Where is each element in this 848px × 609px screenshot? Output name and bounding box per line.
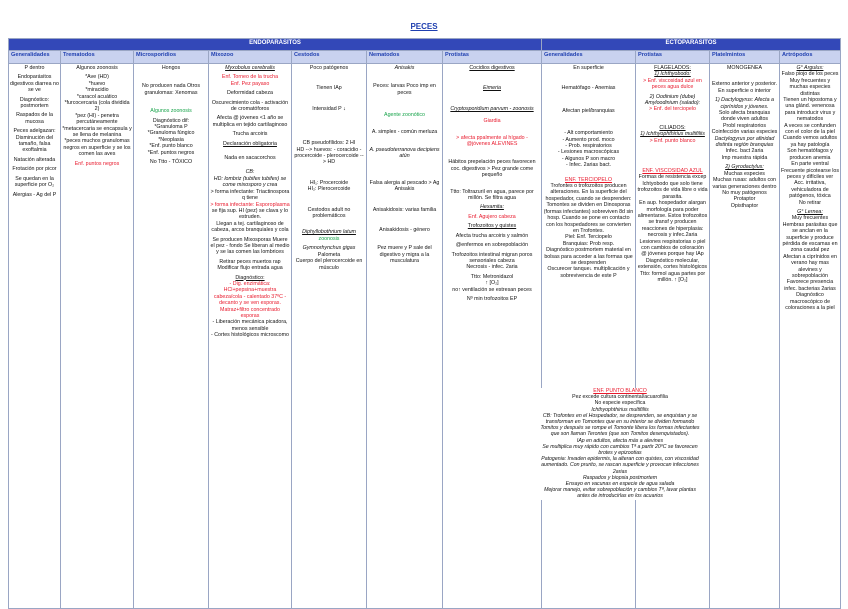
col-mixozoo: Mixozoo (209, 51, 292, 64)
list-item: Tienen un hipostoma y una glánd. venenosa para introducir virus y nematodos (783, 97, 837, 123)
list-item: @enfermos en sobrepoblación (455, 242, 529, 249)
zoonosis-label: Agente zoonótico (384, 112, 425, 119)
list-item: - Algunos P son macro (561, 155, 616, 162)
list-item: Ensayo en vacunas en especie de agua salada (565, 481, 675, 488)
list-item: Pez excede cultura continental/acuarofilia (572, 394, 668, 401)
list-item: Deformidad cabeza (227, 90, 273, 97)
disease-name: ENF. TERCIOPELO (565, 176, 612, 183)
list-item: Hábitos prepelación peces favorecen coc. digestivos > Pez grande come pequeño (448, 159, 536, 179)
list-item: Nada en sacacorchos (224, 155, 276, 162)
page-title: PECES (410, 22, 438, 31)
list-item: Ttto: Toltrazuril en agua, parece por millón. Se filtra agua (450, 188, 534, 202)
disease-name: > Enf. punto blanco (649, 137, 696, 144)
list-item: Retirar peces muertos rap Modificar flujo entrada agua (217, 258, 283, 272)
list-item: *metacercaria se encapsula y se llena de melanina (62, 125, 132, 139)
list-item: HCl+pepsina+muestra cabeza/cola - calentado 37ºC - decanto y se ven esporas. Matraz+filtro concentrado esporas (213, 287, 287, 319)
list-item: CB: Trofontes en el Hospedador, se desprenden, se enquistan y se transforman en Tomontes que en su interior se dividen formando Tomitos y después se rompe el Tomonte libera los formas infectantes que son llaman Terontes (que son Tomitos desenquistados). (540, 412, 700, 438)
col-generalidades-ecto: Generalidades (542, 51, 636, 64)
list-item: Oscurecer tanque↓ multiplicación y sobrevivencia de este P (547, 266, 630, 279)
list-item: Opisthaptor (730, 202, 759, 209)
list-item: Muy frecuentes (791, 215, 829, 222)
species-name: 1) Ichthyophthirius multifiliis (640, 131, 705, 138)
cell-platelmintos (710, 64, 780, 609)
list-item: Oscurecimiento cola - activación de cromatóforos (211, 99, 289, 113)
list-item: Trofozoitos y quistes (467, 223, 517, 230)
cell-protistas-ecto (636, 64, 710, 609)
list-item: 1) Dactylogyrus: Afecta a ciprínidos y jóvenes. (715, 97, 774, 110)
col-platelmintos: Platelmintos (710, 51, 780, 64)
col-generalidades-endo: Generalidades (9, 51, 61, 64)
species-name: G° Lernea: (797, 208, 823, 215)
list-item: Diagnóstico dif: (152, 117, 190, 124)
list-item: Pez muere y P sale del digestivo y migra a la musculatura (377, 245, 432, 265)
species-name: Gymnorhynchus gigas (302, 245, 356, 252)
list-item: *miracidio (85, 87, 109, 94)
list-item: Frecuente picotearse los peces y difíciles ver (781, 167, 840, 180)
list-item: Muchas rusas: adultos con varias generaciones dentro (712, 177, 777, 190)
list-item: Se quedan en la superficie por O₂ (14, 175, 55, 189)
list-item: Peces: larvas Poco imp en peces (373, 83, 436, 96)
list-item: - Dig. enzimática: (229, 280, 271, 287)
col-trematodos: Trematodos (61, 51, 134, 64)
list-item: *furcocercaria (cola dividida 2) (64, 100, 130, 113)
list-item: En superficie (573, 65, 604, 71)
cell-trematodos (61, 64, 134, 609)
list-item: Falso piojo de los peces (781, 71, 839, 78)
list-item: Diagnóstico: (235, 274, 265, 281)
species-name: Cryptosporidium parvum - zoonosis (450, 105, 534, 112)
list-item: Nº min trofozoitos EP (466, 295, 518, 302)
list-item: Muchas especies (724, 170, 765, 177)
list-item: no↑ ventilación se estresan peces (452, 286, 532, 293)
list-item: Peces adelgazan: Disminución del tamaño, falsa exoftalmia (13, 128, 56, 154)
col-cestodos: Cestodos (292, 51, 367, 64)
list-item: ↑ [O₂] (485, 280, 499, 287)
list-item: Imp muestra rápida (721, 154, 768, 161)
col-microsporidios: Microsporidios (134, 51, 209, 64)
species-name: Anisakis (394, 65, 415, 71)
list-item: - Prob. respiratorios (565, 143, 612, 150)
list-item: En aup. hospedador alargan morfología para poder alimentarse. Estos trofozoitos se transf y producen reacciones de hiperplasia: necrosis y infec.2aria (637, 200, 708, 239)
list-item: Piel: Enf. Terciopelo (565, 234, 612, 241)
list-item: @ jóvenes porque hay IAp (641, 251, 704, 258)
zoonosis-label: Algunos zoonosis (150, 108, 192, 115)
cell-mixozoo (209, 64, 292, 609)
list-item: Cuerpo del plerocercoide en músculo (295, 258, 363, 271)
disease-name: > Enf. viscosidad azul en peces agua dulce (643, 77, 702, 91)
list-item: No muy patógenos (722, 189, 767, 196)
species-name: G° Argulus: (796, 65, 824, 71)
list-item: *Granuloma P (154, 124, 188, 131)
section-heading: FLAGELADOS: (654, 65, 691, 71)
list-item: No retirar (798, 199, 822, 206)
list-item: - Cortes histológicos microscomo (210, 332, 289, 339)
list-item: Anisakidosis - género (379, 227, 430, 234)
cell-generalidades-ecto (542, 64, 636, 609)
list-item: - Infec. 2arias bact. (565, 162, 612, 169)
content-row (9, 64, 841, 609)
list-item: Natación alterada (13, 156, 56, 163)
list-item: *Enf. punto blanco (149, 143, 193, 150)
list-item: No especie específica (594, 400, 646, 407)
list-item: Coinfección varias especies (711, 129, 778, 136)
cell-artropodos (780, 64, 841, 609)
list-item: *pez (HI) - penetra percutáneamente (75, 112, 119, 126)
list-item: En parte ventral (791, 161, 829, 168)
col-protistas-ecto: Protistas (636, 51, 710, 64)
disease-name: Enf. Torneo de la trucha (221, 74, 279, 81)
list-item: Endoparásitos digestivos diarrea no se ve (10, 74, 59, 94)
list-item: HI₂: Plerocercoide (307, 186, 351, 193)
species-name: 2) Gyrodactylus: (725, 164, 764, 171)
list-item: Lesiones respiratorias o piel con cambios de coloración (639, 238, 706, 251)
list-item: se fija sup. HI (pez) se clava y lo estruden. (211, 207, 289, 221)
list-item: Diagnóstico molecular, extensión, cortes histológicos (637, 257, 708, 271)
punto-blanco-block (538, 388, 702, 500)
cell-protistas-endo (443, 64, 542, 609)
col-nematodos: Nematodos (367, 51, 443, 64)
list-item: Palometa (317, 251, 341, 258)
list-item: Llegan a tej. cartilaginoso de cabeza, arcos branquiales y cola (211, 220, 289, 234)
list-item: Solo afecta branquias donde viven adultos (718, 110, 771, 123)
list-item: *Granuloma fúngico (147, 130, 195, 137)
list-item: Afecta @ jóvenes <1 año se multiplica en tejido cartilaginoso (212, 115, 288, 128)
list-item: Cestodos adult no problemáticos (307, 206, 351, 220)
list-item: - Liberación mecánica picadora, menos sensible (212, 319, 288, 332)
column-header-row (9, 51, 841, 64)
list-item: Intensidad P ↓ (312, 105, 346, 112)
endoparasites-header: ENDOPARÁSITOS (9, 39, 542, 51)
list-item: Cuando vemos adultos ya hay patología (782, 135, 838, 148)
species-name: Amyloodinium (salado): (644, 100, 701, 107)
disease-name: ENF. VISCOSIDAD AZUL (642, 168, 703, 175)
list-item: > forma infectante: Esporoplasma (210, 201, 290, 208)
list-item: Poco patógenos (309, 65, 349, 71)
list-item: Afectan a ciprínidos en verano hay mas alevines y sobrepoblación (783, 253, 837, 279)
species-name: Ichthyophthirius multifiliis (591, 406, 649, 413)
list-item: Algunos zoonosis (76, 65, 118, 71)
list-item: Formas de resistencia excep Ichtyobodo que solo tiene trofozoitos de vida libre o vida parasita. (637, 174, 708, 200)
species-name: Diphyllobothrium latum (302, 229, 356, 236)
list-item: *Enf. puntos negros (147, 149, 195, 156)
list-item: Favorece presencia infec. bacterias 2arias (784, 279, 836, 292)
list-item: Patogenia: Invaden epidermis, la alteran con quistes, con viscosidad aumentado. Con prurito, se rascan superficie y provocan infecciones 2arias (541, 456, 699, 475)
list-item: Trofontes o trofozoitos producen alteraciones. En la superficie del hospedador, cuando se desprenden: Tomontes se dividen en Dinosporas (formas infectantes) sobreviven 8d sin hosp. Cuando se pone en contacto con los hospedadores se convierten en Trofontes. (543, 183, 634, 234)
list-item: HI₁: Procercoide (309, 179, 349, 186)
list-item: *huevo (88, 80, 106, 87)
parasites-table (8, 38, 841, 609)
species-name: Giardia (483, 118, 501, 125)
disease-name: Enf. puntos negros (74, 160, 120, 167)
list-item: Dactylogyrus por afinidad distinta región branquias (714, 135, 775, 149)
species-name: Myxobolus cerebralis (225, 65, 275, 71)
species-name: Eimeria (483, 85, 501, 92)
list-item: Tienen IAp (316, 85, 342, 92)
list-item: Falsa alergia al pescado > Ag Anisakis (369, 179, 440, 193)
cell-nematodos (367, 64, 443, 609)
list-item: - Lesiones macroscópicas (557, 149, 620, 156)
list-item: Muy frecuentes y muchas especies distintas (789, 77, 831, 97)
species-name: 2) Oodinium (dube) (649, 93, 696, 100)
list-item: Necrosis - infec. 2aria (466, 264, 518, 271)
list-item: A veces se confunden con el color de la piel (784, 122, 836, 136)
list-item: Raspados de la mucosa (16, 112, 53, 125)
section-heading: Hexamita: (480, 204, 504, 211)
list-item: Anisakidosis: varias familia (372, 206, 437, 213)
list-item: Diagnóstico postmortem material en bolsas para acceder a las formas que se desprenden (544, 247, 633, 266)
zoonosis-label: zoonosis (318, 235, 340, 242)
list-item: > afecta ppalmente al hígado - @jóvenes ALEVINES (456, 134, 528, 148)
group-header-row (9, 39, 841, 51)
list-item: A. simplex - común merluza (371, 128, 438, 135)
col-artropodos: Artrópodos (780, 51, 841, 64)
cell-generalidades-endo (9, 64, 61, 609)
list-item: P dentro (24, 65, 45, 71)
list-item: Trucha arcoiris (232, 131, 268, 138)
list-item: Ttto: formol agua partes por millón. ↑ [O₂] (639, 270, 706, 283)
list-item: No producen nada Otros granulomas: Xenomas (141, 83, 200, 96)
list-item: Trofozoitos intestinal migran poros sensoriales cabeza (451, 251, 533, 264)
disease-name: > Enf. del terciopelo (649, 106, 696, 113)
list-item: Externo anterior y posterior. En superficie o interior (711, 81, 778, 94)
list-item: Protaptor (733, 196, 756, 203)
list-item: Alergias - Ag del P (12, 191, 57, 198)
list-item: Son hematófagos y producen anemia (787, 148, 833, 161)
list-item: CB: (245, 169, 255, 176)
section-heading: CILIADOS: (659, 124, 686, 131)
list-item: Frotación por picor (12, 166, 57, 173)
list-item: - Alt comportamiento (564, 130, 613, 137)
disease-name: Enf. Agujero cabeza (468, 213, 516, 220)
cell-cestodos (292, 64, 367, 609)
list-item: *Ave (HD) (85, 74, 109, 81)
list-item: Afecta trucha arcoiris y salmón (455, 232, 529, 239)
list-item: *Neoplasia (158, 136, 184, 143)
list-item: > forma infectante: Triactinospora q tiene (210, 188, 290, 202)
list-item: *caracol acuático (76, 93, 118, 100)
list-item: Acc. irritativa, vehiculadora de patógenos, tóxica (789, 180, 831, 200)
list-item: Mejorar manejo, evitar sobrepoblación y cambios Tª, lavar plantas antes de introducirlas en los acuarios (544, 487, 696, 500)
list-item: CB pseudofílidos: 2 HI (302, 140, 356, 147)
list-item: Afectan piel/branquias (562, 107, 615, 114)
list-item: Branquias: Prob resp. (562, 240, 615, 247)
list-item: Se multiplica muy rápido con cambios Tª a partir 20ºC se favorecen brotes y epizootias (542, 443, 698, 457)
section-heading: MONOGENEA (726, 65, 763, 71)
species-name: 1) Ichthyobodo: (654, 71, 691, 78)
disease-name: Enf. Pez payaso (230, 80, 270, 87)
list-item: Diagnóstico: postmortem (19, 96, 50, 110)
list-item: Probl respiratorios (723, 122, 766, 129)
list-item: Ttto: Metronidazol (470, 273, 514, 280)
ectoparasites-header: ECTOPARÁSITOS (542, 39, 841, 51)
list-item: Declaración obligatoria (223, 140, 277, 147)
cell-microsporidios (134, 64, 209, 609)
list-item: HD: lombriz (tubifex tubifex) se come mixosporo y crea (213, 175, 287, 189)
list-item: Hembras parásitas que se anclan en la superficie y produce pérdida de escamas en zona caudal pez (782, 221, 838, 254)
list-item: Hongos (161, 65, 181, 71)
list-item: Raspados y biopsia postmortem (582, 474, 658, 481)
disease-name: ENF. PUNTO BLANCO (593, 388, 647, 394)
list-item: No Ttto - TÓXICO (149, 159, 193, 166)
list-item: A. pseudoterranova decipiens atún (369, 147, 440, 160)
list-item: *peces muchos granulomas negros en superficie y se los comen las aves (63, 138, 131, 158)
list-item: Diagnóstico macroscópico de coloraciones a la piel (785, 292, 835, 312)
list-item: - Aumento prod. moco (562, 136, 615, 143)
list-item: Hematófago - Anemias (561, 85, 616, 92)
list-item: HD --> huevos: - coracidio - procercoide - plerocercoide --> HD (294, 146, 364, 166)
list-item: IAp en adultos, afecta más a alevines (576, 437, 664, 444)
list-item: Infec. bact 2aria (725, 148, 764, 155)
section-heading: Cocidios digestivos (469, 65, 515, 71)
col-protistas-endo: Protistas (443, 51, 542, 64)
list-item: Se producen Mixosporas Muere el pez - fondo Se liberan al medio y se las comen las lombrices (210, 236, 290, 256)
